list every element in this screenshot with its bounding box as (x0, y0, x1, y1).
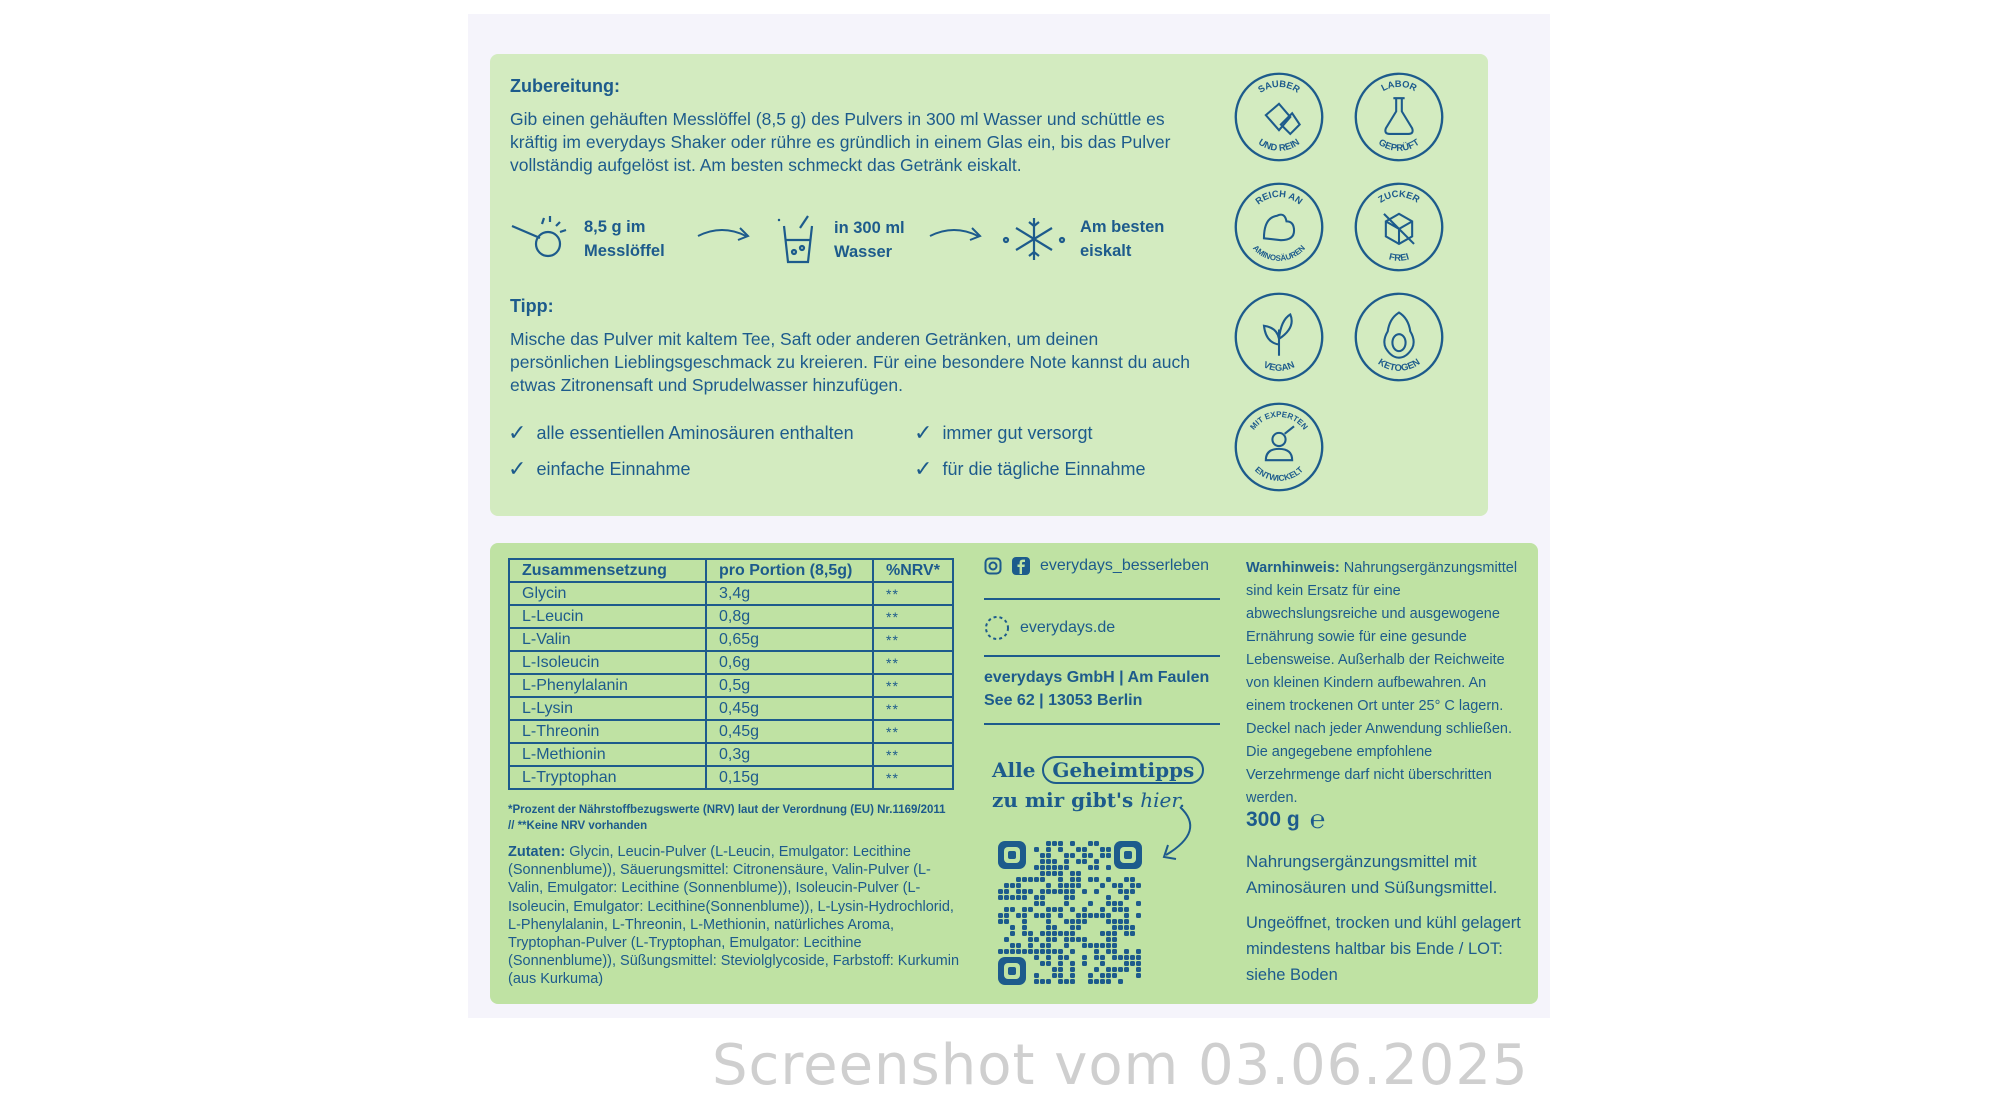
expert-icon (1266, 426, 1294, 460)
svg-text:UND REIN: UND REIN (1256, 136, 1302, 153)
vegan-badge (1232, 290, 1326, 384)
crystal-icon (1266, 104, 1300, 134)
step-label: Am besten eiskalt (1080, 218, 1165, 260)
nutrient-amount: 0,15g (706, 766, 873, 789)
weight-value: 300 g (1246, 808, 1300, 831)
svg-text:FREI: FREI (1388, 250, 1411, 263)
callout-highlight: Geheimtipps (1042, 756, 1204, 784)
table-row (509, 628, 953, 651)
ingredients-text (508, 843, 962, 989)
preparation-heading: Zubereitung: (510, 76, 620, 96)
address-line: See 62 | 13053 Berlin (984, 692, 1143, 709)
nutrient-nrv: ** (873, 720, 953, 743)
usage-panel (490, 54, 1488, 516)
social-handle-text[interactable]: everydays_besserleben (1040, 557, 1209, 574)
avocado-icon (1384, 313, 1413, 358)
nutrient-nrv: ** (873, 766, 953, 789)
check-label: immer gut versorgt (942, 422, 1093, 443)
nutrient-name: L-Threonin (509, 720, 706, 743)
screenshot-watermark: Screenshot vom 03.06.2025 (712, 1033, 1529, 1098)
warning-text (1246, 557, 1526, 810)
column-header: pro Portion (8,5g) (706, 559, 873, 582)
step-label: in 300 ml Wasser (834, 219, 905, 261)
check-label: einfache Einnahme (536, 458, 691, 479)
nutrient-name: L-Phenylalanin (509, 674, 706, 697)
step-glass (774, 214, 944, 266)
nutrition-table (508, 558, 954, 790)
address-line: everydays GmbH | Am Faulen (984, 669, 1210, 686)
table-row (509, 651, 953, 674)
nutrient-amount: 3,4g (706, 582, 873, 605)
warning-label: Warnhinweis: (1246, 560, 1340, 576)
svg-text:VEGAN: VEGAN (1262, 358, 1296, 373)
nutrient-nrv: ** (873, 605, 953, 628)
info-panel (490, 543, 1538, 1004)
warning-body: Nahrungsergänzungsmittel sind kein Ersatz für eine abwechslungsreiche und ausgewogene Ernährung sowie für eine gesunde Lebensweise. Außerhalb der Reichweite von kleinen Kindern aufbewahren. An einem trockenen Ort unter 25° C lagern. Deckel nach jeder Anwendung schließen. Die angegebene empfohlene Verzehrmenge darf nicht überschritten werden. (1246, 560, 1518, 806)
ingredients-label: Zutaten: (508, 844, 566, 860)
svg-text:AMINOSÄUREN: AMINOSÄUREN (1251, 243, 1307, 263)
nutrient-amount: 0,65g (706, 628, 873, 651)
step-label: 8,5 g im Messlöffel (584, 218, 665, 260)
svg-text:GEPRÜFT: GEPRÜFT (1376, 136, 1422, 153)
flask-icon (1385, 98, 1412, 134)
instagram-icon[interactable] (984, 557, 1002, 575)
table-header-row (509, 559, 953, 582)
nutrient-amount: 0,6g (706, 651, 873, 674)
nutrient-name: L-Tryptophan (509, 766, 706, 789)
svg-text:KETOGEN: KETOGEN (1376, 355, 1422, 373)
website-text[interactable]: everydays.de (1020, 619, 1116, 636)
step-cold (1002, 214, 1190, 264)
nutrient-amount: 0,45g (706, 697, 873, 720)
arrow-icon (696, 222, 752, 246)
glass-icon (774, 214, 820, 266)
column-header: %NRV* (873, 559, 953, 582)
muscle-icon (1264, 215, 1294, 241)
checkmark-icon: ✓ (508, 456, 527, 481)
nutrient-nrv: ** (873, 651, 953, 674)
nutrient-nrv: ** (873, 743, 953, 766)
snowflake-icon (1002, 214, 1066, 264)
svg-text:SAUBER: SAUBER (1255, 77, 1303, 95)
table-row (509, 743, 953, 766)
keto-badge (1352, 290, 1446, 384)
storage-info: Ungeöffnet, trocken und kühl gelagert mindestens haltbar bis Ende / LOT: siehe Boden (1246, 914, 1521, 984)
table-footnote: *Prozent der Nährstoffbezugswerte (NRV) laut der Verordnung (EU) Nr.1169/2011 // **Keine NRV vorhanden (508, 804, 946, 832)
step-scoop (510, 214, 694, 264)
qr-code[interactable] (996, 839, 1144, 987)
svg-text:REICH AN: REICH AN (1253, 187, 1305, 207)
expert-badge (1232, 400, 1326, 494)
amino-badge (1232, 180, 1326, 274)
net-weight (1246, 805, 1325, 835)
callout-prefix: Alle (992, 758, 1036, 782)
clean-badge (1232, 70, 1326, 164)
nutrient-name: L-Valin (509, 628, 706, 651)
check-item (508, 420, 854, 446)
table-row (509, 697, 953, 720)
checkmark-icon: ✓ (508, 420, 527, 445)
nutrient-name: L-Methionin (509, 743, 706, 766)
checkmark-icon: ✓ (914, 456, 933, 481)
nutrient-nrv: ** (873, 674, 953, 697)
svg-text:MIT EXPERTEN: MIT EXPERTEN (1248, 409, 1310, 432)
estimated-sign-icon: ℮ (1309, 805, 1326, 835)
divider (984, 723, 1220, 725)
table-row (509, 674, 953, 697)
divider (984, 655, 1220, 657)
table-row (509, 605, 953, 628)
nutrient-amount: 0,5g (706, 674, 873, 697)
divider (984, 598, 1220, 600)
svg-text:ZUCKER: ZUCKER (1375, 187, 1422, 205)
check-item (508, 456, 691, 482)
arrow-icon (928, 222, 984, 246)
table-row (509, 766, 953, 789)
tip-heading: Tipp: (510, 296, 554, 316)
lab-badge (1352, 70, 1446, 164)
facebook-icon[interactable] (1012, 557, 1030, 575)
nutrient-name: L-Isoleucin (509, 651, 706, 674)
check-item (914, 456, 1146, 482)
check-label: alle essentiellen Aminosäuren enthalten (536, 422, 854, 443)
sugar-free-icon (1384, 214, 1414, 244)
nutrient-nrv: ** (873, 628, 953, 651)
social-handle[interactable] (984, 557, 1209, 575)
everydays-logo-icon (984, 615, 1010, 641)
svg-text:LABOR: LABOR (1379, 77, 1419, 94)
check-item (914, 420, 1092, 446)
table-row (509, 720, 953, 743)
table-row (509, 582, 953, 605)
nutrient-name: L-Lysin (509, 697, 706, 720)
check-label: für die tägliche Einnahme (942, 458, 1146, 479)
curved-arrow-icon (1156, 805, 1206, 865)
leaf-icon (1264, 314, 1292, 355)
column-header: Zusammensetzung (509, 559, 706, 582)
nutrient-nrv: ** (873, 697, 953, 720)
product-description: Nahrungsergänzungsmittel mit Aminosäuren und Süßungsmittel. (1246, 852, 1498, 897)
website-link[interactable] (984, 615, 1115, 641)
nutrient-amount: 0,3g (706, 743, 873, 766)
tip-text: Mische das Pulver mit kaltem Tee, Saft oder anderen Getränken, um deinen persönlichen Lieblingsgeschmack zu kreieren. Für eine besondere Note kannst du auch etwas Zitronensaft und Sprudelwasser hinzufügen. (510, 329, 1190, 395)
sugar-free-badge (1352, 180, 1446, 274)
nutrient-amount: 0,8g (706, 605, 873, 628)
nutrient-name: Glycin (509, 582, 706, 605)
svg-text:ENTWICKELT: ENTWICKELT (1253, 464, 1305, 483)
nutrient-name: L-Leucin (509, 605, 706, 628)
preparation-text: Gib einen gehäuften Messlöffel (8,5 g) des Pulvers in 300 ml Wasser und schüttle es kräftig im everydays Shaker oder rühre es gründlich in einem Glas ein, bis das Pulver vollständig aufgelöst ist. Am besten schmeckt das Getränk eiskalt. (510, 109, 1171, 175)
company-address (984, 666, 1234, 712)
nutrient-nrv: ** (873, 582, 953, 605)
scoop-icon (510, 214, 570, 264)
checkmark-icon: ✓ (914, 420, 933, 445)
ingredients-list: Glycin, Leucin-Pulver (L-Leucin, Emulgator: Lecithine (Sonnenblume)), Säuerungsmittel: Citronensäure, Valin-Pulver (L-Valin, Emulgator: Lecithine (Sonnenblume)), Isoleucin-Pulver (L- Isoleucin, Emulgator: Lecithine(Sonnenblume)), L-Lysin-Hydrochlorid, L-Phenylalanin, L-Threonin, L-Methionin, natürliches Aroma, Tryptophan-Pulver (L-Tryptophan, Emulgator: Lecithine (Sonnenblume)), Süßungsmittel: Steviolglycoside, Farbstoff: Kurkumin (aus Kurkuma) (508, 844, 960, 988)
callout-line: zu mir gibt's (992, 788, 1141, 812)
callout-italic: hier. (1140, 788, 1186, 812)
nutrient-amount: 0,45g (706, 720, 873, 743)
